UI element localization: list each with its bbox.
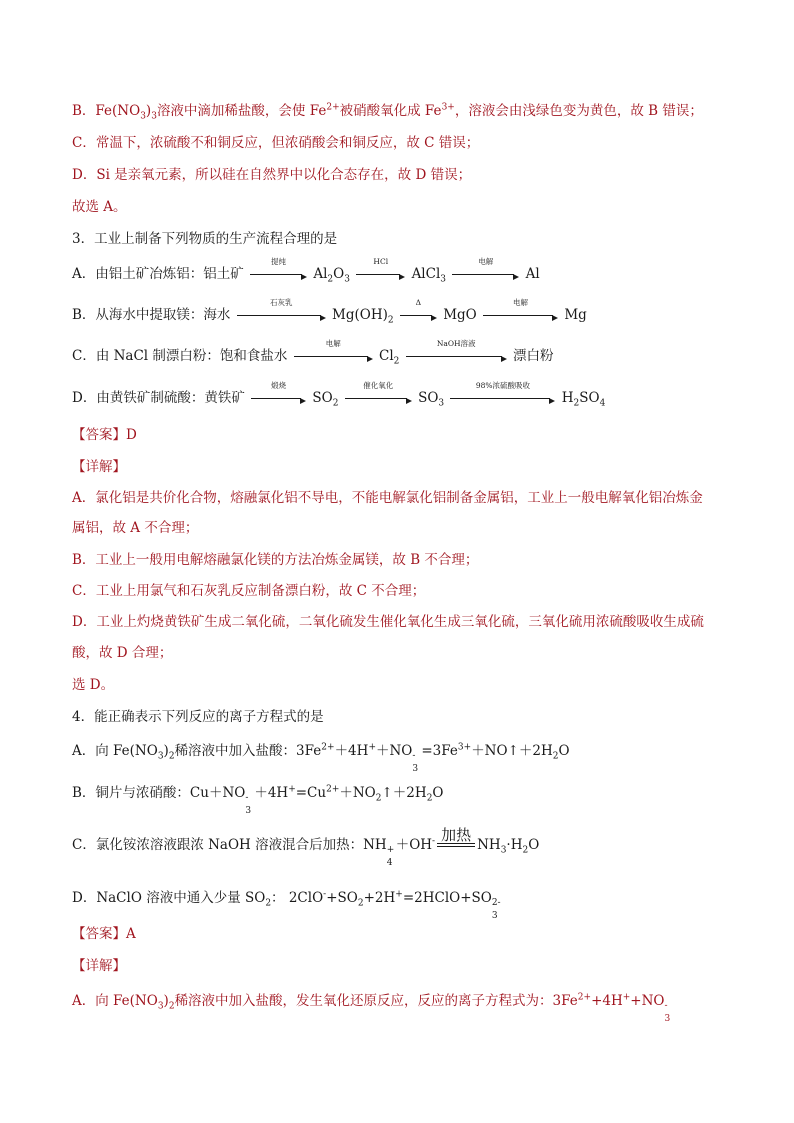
reaction-arrow: HCl	[356, 264, 405, 284]
q2-explain-c: C．常温下，浓硫酸不和铜反应，但浓硝酸会和铜反应，故 C 错误；	[72, 135, 480, 151]
q4-detail-a: A．向 $Fe(NO_3)_2$稀溶液中加入盐酸，发生氧化还原反应，反应的离子方程式为：$3Fe^{2+}+4H^++NO$ - 3	[72, 992, 671, 1024]
q3-conclusion: 选 D。	[72, 677, 115, 693]
reaction-arrow: 电解	[483, 305, 558, 325]
reaction-arrow: 催化氧化	[345, 388, 412, 408]
q4-option-d: D．NaClO 溶液中通入少量 $SO_2$： $2ClO^-+SO_2+2H^+=2HClO+SO$ 2- 3	[72, 889, 501, 921]
q4-option-a: A．向 $Fe(NO_3)_2$稀溶液中加入盐酸：$3Fe^{2+}+4H^++NO$ - 3 $=3Fe^{3+}+NO↑+2H_2O$	[72, 742, 570, 774]
q3-detail-b: B．工业上一般用电解熔融氯化镁的方法冶炼金属镁，故 B 不合理；	[72, 552, 479, 568]
q3-answer: 【答案】D	[72, 427, 137, 443]
q2-explain-b: B．$Fe(NO_3)_3$溶液中滴加稀盐酸，会使 $Fe^{2+}$被硝酸氧化成 $Fe^{3+}$，溶液会由浅绿色变为黄色，故 B 错误；	[72, 102, 703, 122]
reaction-arrow: Δ	[400, 305, 437, 325]
q3-option-b: B．从海水中提取镁：海水 石灰乳 $Mg(OH)_2$ Δ MgO 电解 Mg	[72, 298, 587, 326]
q2-explain-d: D．Si 是亲氧元素，所以硅在自然界中以化合态存在，故 D 错误；	[72, 167, 472, 183]
q3-detail-d-cont: 酸，故 D 合理；	[72, 645, 173, 661]
q3-detail-c: C．工业上用氯气和石灰乳反应制备漂白粉，故 C 不合理；	[72, 583, 426, 599]
q2-conclusion: 故选 A。	[72, 199, 127, 215]
q4-option-b: B．铜片与浓硝酸：Cu＋NO - 3 $+4H^+=Cu^{2+}+NO_2↑+2H_2O$	[72, 784, 444, 816]
q4-stem: 4．能正确表示下列反应的离子方程式的是	[72, 709, 324, 725]
reaction-arrow: 电解	[294, 346, 373, 366]
reaction-arrow: 98%浓硫酸吸收	[450, 388, 555, 408]
reaction-arrow: 电解	[452, 264, 519, 284]
q3-detail-a: A．氯化铝是共价化合物，熔融氯化铝不导电，不能电解氯化铝制备金属铝，工业上一般电解氧化铝冶炼金	[72, 490, 703, 506]
q4-answer: 【答案】A	[72, 926, 136, 942]
q3-detail-a-cont: 属铝，故 A 不合理；	[72, 520, 199, 536]
reaction-arrow: 石灰乳	[237, 305, 326, 325]
q3-option-a: A．由铝土矿冶炼铝：铝土矿 提纯 $Al_2O_3$ HCl AlCl$_3$ 电解 Al	[72, 257, 540, 285]
reaction-arrow: 提纯	[250, 264, 307, 284]
q3-option-c: C．由 NaCl 制漂白粉：饱和食盐水 电解 $Cl_2$ NaOH溶液 漂白粉	[72, 339, 554, 367]
q3-detail-heading: 【详解】	[72, 459, 126, 475]
reaction-arrow: 煅烧	[251, 388, 306, 408]
q4-detail-heading: 【详解】	[72, 958, 126, 974]
q3-stem: 3．工业上制备下列物质的生产流程合理的是	[72, 231, 338, 247]
q3-option-d: D．由黄铁矿制硫酸：黄铁矿 煅烧 $SO_2$ 催化氧化 $SO_3$ 98%浓硫酸吸收 $H_2SO_4$	[72, 381, 606, 409]
q3-detail-d: D．工业上灼烧黄铁矿生成二氧化硫，二氧化硫发生催化氧化生成三氧化硫，三氧化硫用浓硫酸吸收生成硫	[72, 614, 704, 630]
q4-option-c: C．氯化铵浓溶液跟浓 NaOH 溶液混合后加热：NH + 4 ＋OH- 加热 $NH_3\cdot H_2O$	[72, 826, 540, 868]
reaction-arrow: NaOH溶液	[406, 346, 507, 366]
